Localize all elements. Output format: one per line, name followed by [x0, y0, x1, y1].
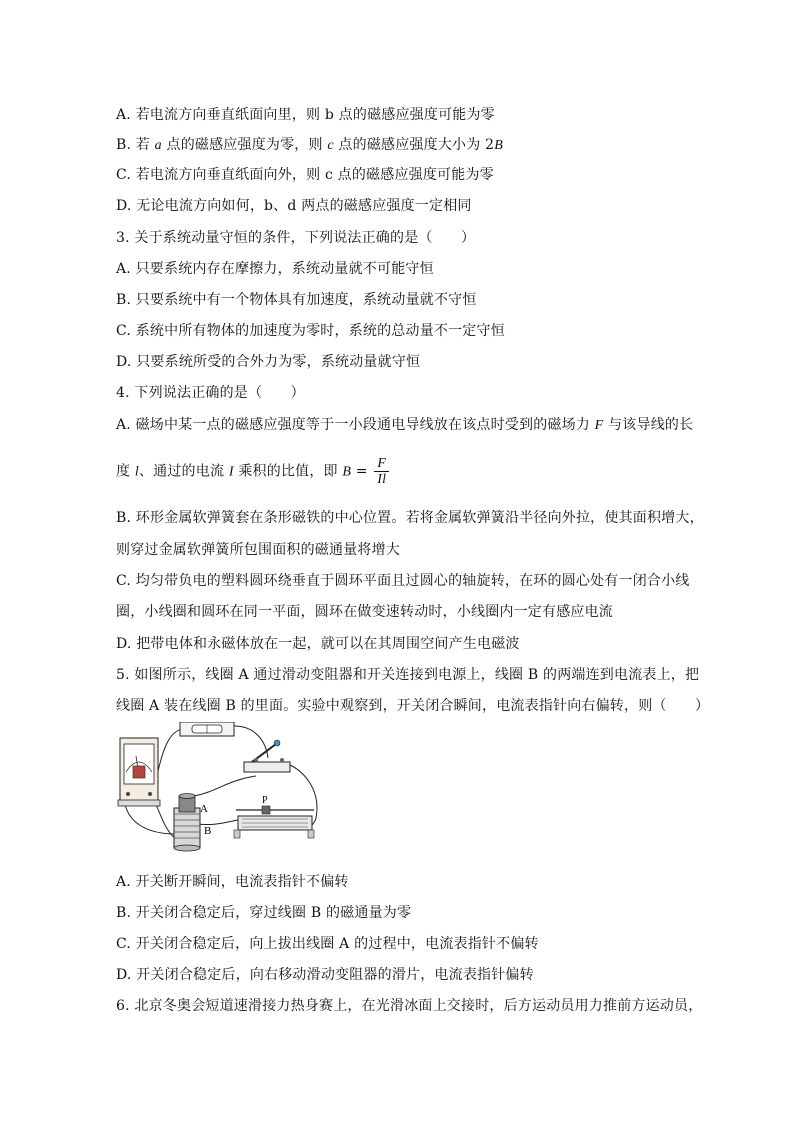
- text: 乘积的比值，即: [233, 463, 343, 480]
- q2-option-b: [116, 136, 503, 155]
- text: 点的磁感应强度为零，则: [161, 137, 328, 153]
- q5-option-a: A. 开关断开瞬间，电流表指针不偏转: [116, 874, 349, 890]
- galvanometer-icon: [118, 738, 160, 806]
- var: l: [134, 464, 139, 480]
- q5-option-d: D. 开关闭合稳定后，向右移动滑动变阻器的滑片，电流表指针偏转: [116, 967, 534, 983]
- text: A. 磁场中某一点的磁感应强度等于一小段通电导线放在该点时受到的磁场力: [116, 417, 595, 433]
- label-p: P: [262, 795, 268, 806]
- formula-lhs: B: [342, 464, 352, 480]
- q4-option-d: D. 把带电体和永磁体放在一起，就可以在其周围空间产生电磁波: [116, 636, 520, 652]
- var: c: [327, 138, 334, 153]
- text: B. 若: [116, 137, 155, 153]
- formula-denominator: Il: [377, 472, 387, 487]
- formula-fraction: [374, 456, 389, 487]
- q4-stem: 4. 下列说法正确的是（ ）: [116, 385, 305, 401]
- q4-option-b-line2: 则穿过金属软弹簧所包围面积的磁通量将增大: [116, 542, 400, 558]
- q3-stem: 3. 关于系统动量守恒的条件，下列说法正确的是（ ）: [116, 230, 476, 246]
- q4-option-a-line1: [116, 416, 693, 435]
- q5-stem-line1: 5. 如图所示，线圈 A 通过滑动变阻器和开关连接到电源上，线圈 B 的两端连到电流表上，把: [116, 667, 700, 683]
- q4-option-c-line2: 圈，小线圈和圆环在同一平面，圆环在做变速转动时，小线圈内一定有感应电流: [116, 604, 613, 620]
- q2-option-c: C. 若电流方向垂直纸面向外，则 c 点的磁感应强度可能为零: [116, 167, 494, 183]
- q5-option-b: B. 开关闭合稳定后，穿过线圈 B 的磁通量为零: [116, 905, 412, 921]
- text: 度: [116, 463, 135, 480]
- q4-option-c-line1: C. 均匀带负电的塑料圆环绕垂直于圆环平面且过圆心的轴旋转，在环的圆心处有一闭合小线: [116, 573, 690, 589]
- q2-option-d: D. 无论电流方向如何，b、d 两点的磁感应强度一定相同: [116, 198, 472, 214]
- formula-eq: =: [351, 463, 373, 480]
- battery-icon: [180, 722, 234, 736]
- q3-option-a: A. 只要系统内存在摩擦力，系统动量就不可能守恒: [116, 261, 434, 277]
- text: 与该导线的长: [603, 417, 694, 433]
- text: 点的磁感应强度大小为 2: [333, 137, 495, 153]
- text: 、通过的电流: [138, 463, 229, 480]
- circuit-diagram: [116, 722, 326, 854]
- switch-icon: [244, 740, 290, 772]
- coil-a-icon: [179, 794, 195, 813]
- q4-option-b-line1: B. 环形金属软弹簧套在条形磁铁的中心位置。若将金属软弹簧沿半径向外拉，使其面积增大，: [116, 510, 704, 526]
- var: F: [594, 418, 604, 433]
- q2-option-a: A. 若电流方向垂直纸面向里，则 b 点的磁感应强度可能为零: [116, 107, 495, 123]
- q3-option-c: C. 系统中所有物体的加速度为零时，系统的总动量不一定守恒: [116, 323, 505, 339]
- label-a: A: [200, 803, 208, 815]
- q3-option-d: D. 只要系统所受的合外力为零，系统动量就守恒: [116, 354, 421, 370]
- q5-option-c: C. 开关闭合稳定后，向上拔出线圈 A 的过程中，电流表指针不偏转: [116, 936, 539, 952]
- var: I: [228, 464, 234, 480]
- coil-b-icon: [174, 808, 200, 851]
- q5-stem-line2: 线圈 A 装在线圈 B 的里面。实验中观察到，开关闭合瞬间，电流表指针向右偏转，则（ ）: [116, 698, 710, 714]
- var: B: [494, 138, 503, 153]
- label-b: B: [204, 825, 212, 837]
- rheostat-icon: [234, 806, 314, 838]
- formula-numerator: F: [374, 456, 389, 472]
- q6-stem-line1: 6. 北京冬奥会短道速滑接力热身赛上，在光滑冰面上交接时，后方运动员用力推前方运动员，: [116, 998, 703, 1014]
- var: a: [154, 138, 162, 153]
- q4-option-a-line2: [116, 456, 389, 488]
- q3-option-b: B. 只要系统中有一个物体具有加速度，系统动量就不守恒: [116, 292, 477, 308]
